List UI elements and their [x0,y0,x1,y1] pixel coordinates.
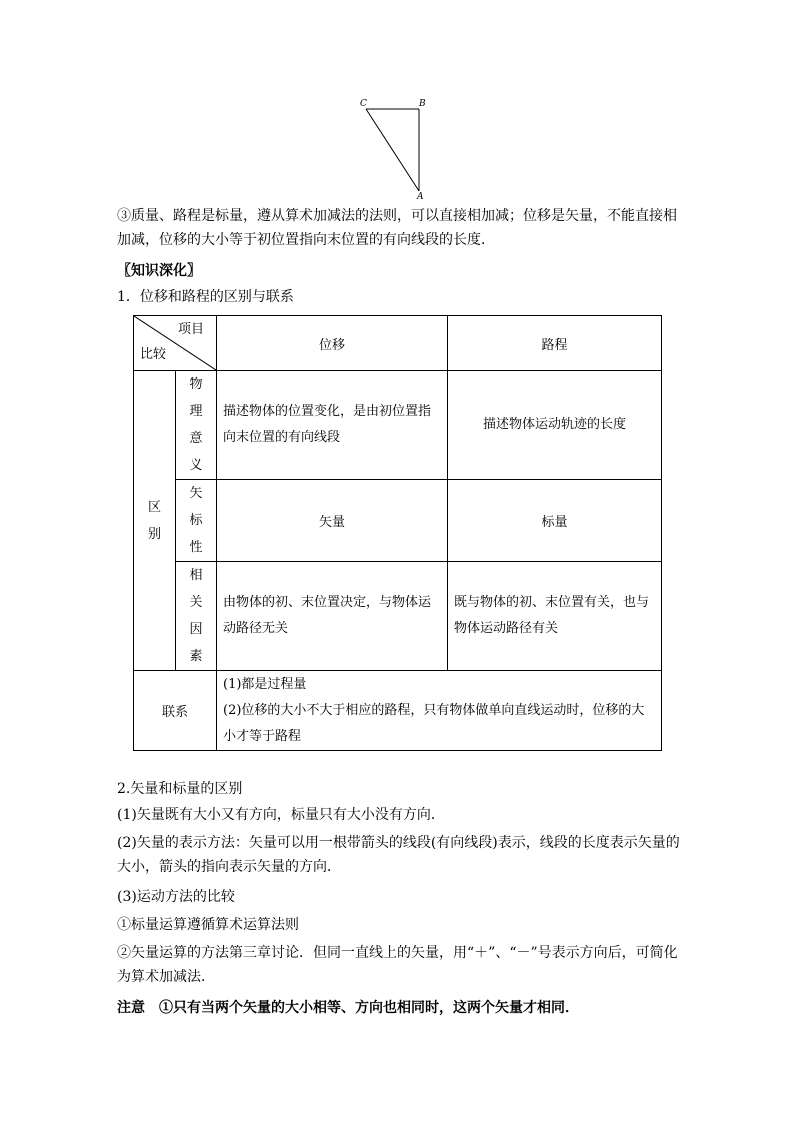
label-c: C [360,99,367,109]
cell-factors-displacement: 由物体的初、末位置决定，与物体运动路径无关 [217,562,448,671]
group-label: 区 别 [134,371,176,671]
cell-meaning-distance: 描述物体运动轨迹的长度 [448,371,662,480]
item2-title: 2.矢量和标量的区别 [117,781,243,797]
label-a: A [417,192,424,200]
header-corner-cell [134,316,217,371]
relation-label: 联系 [134,671,217,751]
item2-paragraph-2: (2)矢量的表示方法：矢量可以用一根带箭头的线段(有向线段)表示，线段的长度表示矢量的大小，箭头的指向表示矢量的方向． [117,835,680,875]
corner-top-label: 项目 [177,322,204,337]
row-label-meaning: 物 理 意 义 [176,371,217,480]
triangle-figure [355,95,435,200]
item1-title: 1．位移和路程的区别与联系 [117,289,294,305]
item2-paragraph-5: ②矢量运算的方法第三章讨论．但同一直线上的矢量，用“＋”、“－”号表示方向后，可简化为算术加减法． [117,945,678,985]
cell-meaning-displacement: 描述物体的位置变化，是由初位置指向末位置的有向线段 [217,371,448,480]
row-label-vector: 矢 标 性 [176,480,217,562]
comparison-table [133,315,662,751]
relation-text: (1)都是过程量 (2)位移的大小不大于相应的路程，只有物体做单向直线运动时，位移的大小才等于路程 [217,671,662,751]
col-header-displacement: 位移 [217,316,448,371]
row-label-factors: 相 关 因 素 [176,562,217,671]
note-paragraph: 注意 ①只有当两个矢量的大小相等、方向也相同时，这两个矢量才相同． [117,1000,579,1016]
item2-paragraph-3: (3)运动方法的比较 [117,889,235,905]
corner-bottom-label: 比较 [140,347,167,362]
cell-factors-distance: 既与物体的初、末位置有关，也与物体运动路径有关 [448,562,662,671]
intro-paragraph: ③质量、路程是标量，遵从算术加减法的法则，可以直接相加减；位移是矢量，不能直接相加减，位移的大小等于初位置指向末位置的有向线段的长度． [117,208,677,248]
cell-vector-displacement: 矢量 [217,480,448,562]
col-header-distance: 路程 [448,316,662,371]
cell-vector-distance: 标量 [448,480,662,562]
item2-paragraph-1: (1)矢量既有大小又有方向，标量只有大小没有方向． [117,807,445,823]
label-b: B [419,99,426,109]
item2-paragraph-4: ①标量运算遵循算术运算法则 [117,917,299,933]
section-heading: 〖知识深化〗 [117,263,201,279]
